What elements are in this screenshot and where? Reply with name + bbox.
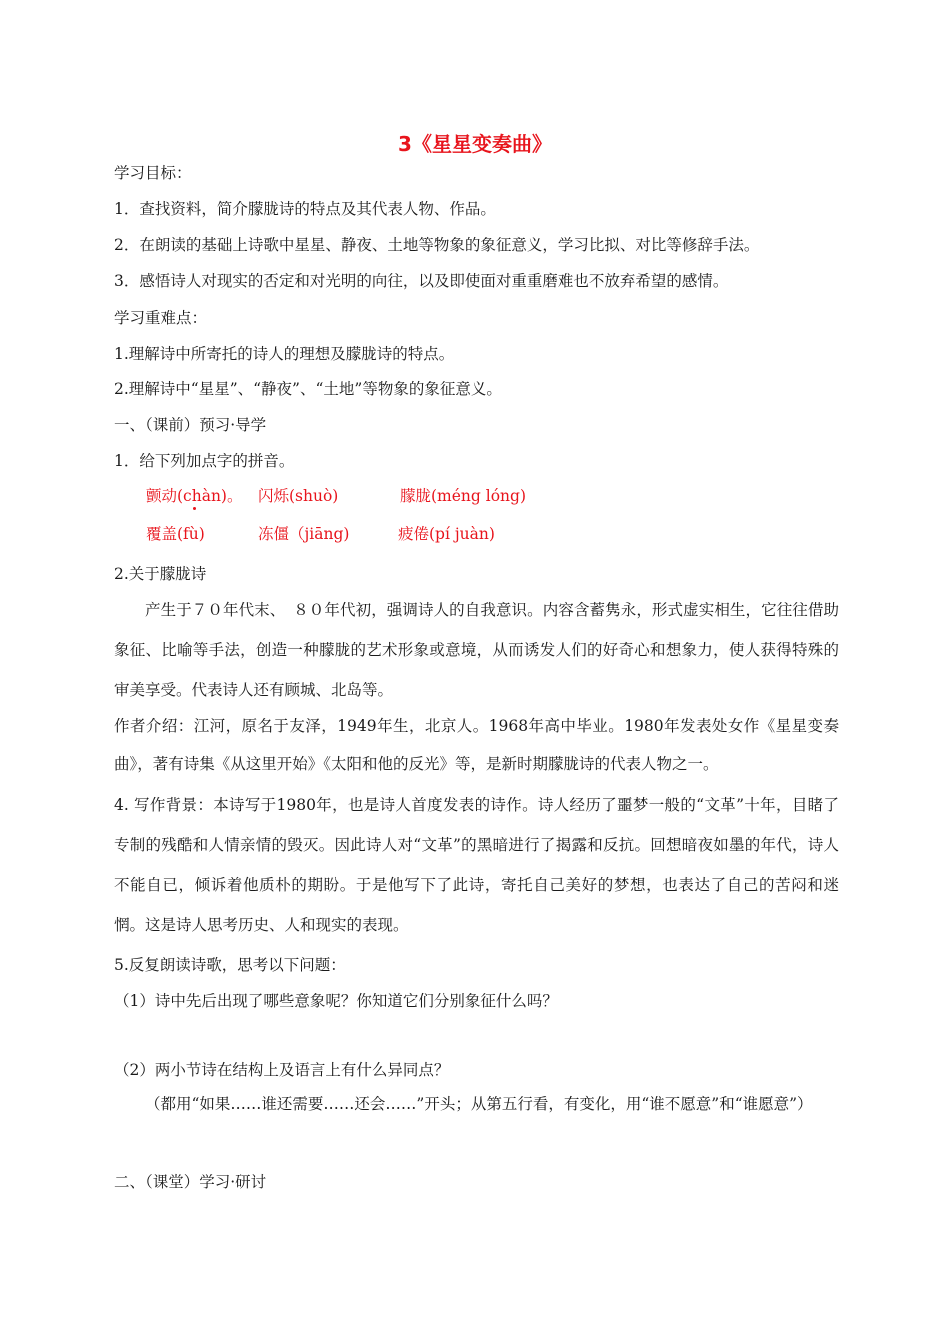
- question-5: 5.反复朗读诗歌，思考以下问题：: [114, 956, 346, 974]
- question-5-1: （1）诗中先后出现了哪些意象呢？你知道它们分别象征什么吗？: [114, 992, 558, 1010]
- background-paragraph: 4. 写作背景：本诗写于1980年，也是诗人首度发表的诗作。诗人经历了噩梦一般的“文革”十年，目睹了专制的残酷和人情亲情的毁灭。因此诗人对“文革”的黑暗进行了揭露和反抗。回想暗夜如墨的年代，诗人不能自已，倾诉着他质朴的期盼。于是他写下了此诗，寄托自己美好的梦想，也表达了自己的苦闷和迷惘。这是诗人思考历史、人和现实的表现。: [114, 796, 839, 934]
- key-point-item: 2.理解诗中“星星”、“静夜”、“土地”等物象的象征意义。: [114, 380, 502, 398]
- page-title: 3《星星变奏曲》: [398, 132, 552, 156]
- pinyin-item: 朦胧(méng lóng): [400, 487, 526, 505]
- key-point-item: 1.理解诗中所寄托的诗人的理想及朦胧诗的特点。: [114, 345, 455, 363]
- pinyin-item: 闪烁(shuò): [258, 487, 339, 505]
- pinyin-item: 覆盖(fù): [146, 525, 205, 543]
- section2-heading: 二、（课堂）学习·研讨: [114, 1173, 267, 1191]
- pinyin-item: 颤动(chàn)。: [146, 487, 243, 505]
- pinyin-item: 疲倦(pí juàn): [398, 525, 495, 543]
- objective-item: 3．感悟诗人对现实的否定和对光明的向往，以及即使面对重重磨难也不放弃希望的感情。: [114, 272, 729, 290]
- objectives-heading: 学习目标：: [114, 164, 192, 182]
- objective-item: 2．在朗读的基础上诗歌中星星、静夜、土地等物象的象征意义，学习比拟、对比等修辞手法。: [114, 236, 760, 254]
- question-5-2-answer: （都用“如果……谁还需要……还会……”开头；从第五行看，有变化，用“谁不愿意”和“谁愿意”）: [145, 1095, 813, 1113]
- menglong-paragraph: 产生于７０年代末、 ８０年代初，强调诗人的自我意识。内容含蓄隽永，形式虚实相生，它往往借助象征、比喻等手法，创造一种朦胧的艺术形象或意境，从而诱发人们的好奇心和想象力，使人获得特殊的审美享受。代表诗人还有顾城、北岛等。: [114, 601, 839, 699]
- author-paragraph: 作者介绍：江河，原名于友泽，1949年生，北京人。1968年高中毕业。1980年发表处女作《星星变奏曲》，著有诗集《从这里开始》《太阳和他的反光》等，是新时期朦胧诗的代表人物之一。: [114, 717, 839, 773]
- question-5-2: （2）两小节诗在结构上及语言上有什么异同点？: [114, 1061, 450, 1079]
- section1-heading: 一、（课前）预习·导学: [114, 416, 267, 434]
- question-1: 1．给下列加点字的拼音。: [114, 452, 295, 470]
- key-points-heading: 学习重难点：: [114, 309, 208, 327]
- pinyin-item: 冻僵（jiāng): [258, 525, 350, 543]
- question-2: 2.关于朦胧诗: [114, 565, 207, 583]
- objective-item: 1．查找资料，简介朦胧诗的特点及其代表人物、作品。: [114, 200, 496, 218]
